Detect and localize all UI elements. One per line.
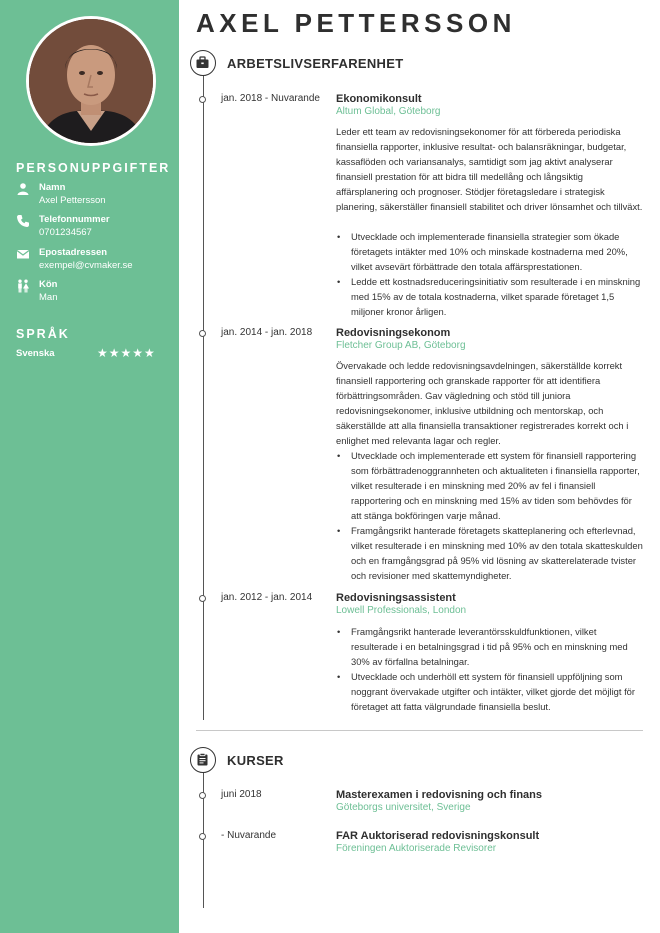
gender-icon bbox=[16, 279, 30, 293]
timeline-dot bbox=[199, 833, 206, 840]
personal-email-value: exempel@cvmaker.se bbox=[39, 260, 133, 271]
job-2-date: jan. 2014 - jan. 2018 bbox=[221, 327, 313, 338]
personal-name-label: Namn bbox=[39, 182, 66, 193]
timeline-dot bbox=[199, 330, 206, 337]
job-1-bullet-2: • Ledde ett kostnadsreduceringsinitiativ som resulterade i en minskning med 15% av de totala kostnaderna, vilket sparade företaget 1,5 miljoner kronor årligen. bbox=[336, 274, 644, 319]
personal-info-heading: PERSONUPPGIFTER bbox=[16, 161, 171, 175]
job-2-description: Övervakade och ledde redovisningsavdelningen, säkerställde korrekt finansiell rapportering och granskade rapporter för att identifiera förbättringsområden. Gav vägledning och stöd till juniora redovisningsekonomer, inklusive utbildning och mentorskap, och säkerställde att alla finansiella transaktioner registrerades korrekt och i enlighet med relevanta lagar och regler. bbox=[336, 360, 629, 446]
languages-heading: SPRÅK bbox=[16, 327, 70, 341]
course-2-title: FAR Auktoriserad redovisningskonsult bbox=[336, 830, 540, 842]
personal-email-label: Epostadressen bbox=[39, 247, 108, 258]
job-2-title: Redovisningsekonom bbox=[336, 327, 451, 339]
sidebar bbox=[0, 0, 179, 933]
timeline-dot bbox=[199, 595, 206, 602]
course-1-date: juni 2018 bbox=[221, 789, 262, 800]
job-3-bullet-2: • Utvecklade och underhöll ett system för finansiell uppföljning som noggrant övervakade utgifter och intäkter, vilket gjorde det möjligt för företaget att fatta välgrundade finansiella beslut. bbox=[336, 669, 644, 714]
envelope-icon bbox=[16, 247, 30, 261]
course-2-institution: Föreningen Auktoriserade Revisorer bbox=[336, 843, 497, 854]
job-1-title: Ekonomikonsult bbox=[336, 93, 422, 105]
language-name: Svenska bbox=[16, 348, 55, 359]
courses-heading: KURSER bbox=[227, 753, 284, 768]
personal-name-value: Axel Pettersson bbox=[39, 195, 106, 206]
candidate-name: AXEL PETTERSSON bbox=[196, 8, 516, 38]
courses-section-icon bbox=[190, 747, 216, 773]
job-1-date: jan. 2018 - Nuvarande bbox=[221, 93, 320, 104]
job-1-company: Altum Global, Göteborg bbox=[336, 106, 441, 117]
job-1-bullet-1: • Utvecklade och implementerade finansiella strategier som ökade företagets intäkter med 10% och minskade kostnaderna med 20%, vilket avsevärt förbättrade den totala affärsprestationen. bbox=[336, 229, 644, 274]
profile-photo bbox=[26, 16, 156, 146]
job-2-achievements bbox=[336, 448, 644, 583]
job-1-description: Leder ett team av redovisningsekonomer för att förbereda periodiska finansiella rapporter, inklusive resultat- och balansräkningar, budgetar, kassaflöden och variansanalys, samtidigt som jag aktivt analyserar finansiell prestation för att bidra till medellång och långsiktig affärsplanering och prognoser. Stödjer företagsledare i strategisk planering, säkerställer finansiell stabilitet och driver lönsamhet och tillväxt. bbox=[336, 126, 643, 212]
timeline-dot bbox=[199, 96, 206, 103]
personal-gender-label: Kön bbox=[39, 279, 58, 290]
job-2-bullet-2: • Framgångsrikt hanterade företagets skatteplanering och efterlevnad, vilket resulterade i en minskning med 10% av den totala skatteskulden och en framgångsgrad på 95% vid lösning av skatterelaterade tvister och revisioner med skattemyndigheter. bbox=[336, 523, 644, 583]
experience-timeline bbox=[203, 70, 204, 720]
personal-phone-value: 0701234567 bbox=[39, 227, 92, 238]
job-1-achievements bbox=[336, 229, 644, 319]
course-1-institution: Göteborgs universitet, Sverige bbox=[336, 802, 471, 813]
language-rating-stars: ★★★★★ bbox=[97, 346, 156, 360]
timeline-dot bbox=[199, 792, 206, 799]
job-3-date: jan. 2012 - jan. 2014 bbox=[221, 592, 313, 603]
course-1-title: Masterexamen i redovisning och finans bbox=[336, 789, 543, 801]
job-3-title: Redovisningsassistent bbox=[336, 592, 456, 604]
personal-phone-label: Telefonnummer bbox=[39, 214, 110, 225]
experience-heading: ARBETSLIVSERFARENHET bbox=[227, 56, 404, 71]
experience-section-icon bbox=[190, 50, 216, 76]
briefcase-icon bbox=[196, 56, 209, 69]
job-3-achievements bbox=[336, 624, 644, 714]
clipboard-icon bbox=[196, 753, 209, 766]
course-2-date: - Nuvarande bbox=[221, 830, 277, 841]
job-3-company: Lowell Professionals, London bbox=[336, 605, 467, 616]
phone-icon bbox=[16, 214, 30, 228]
job-3-bullet-1: • Framgångsrikt hanterade leverantörsskuldfunktionen, vilket resulterade i en betalningsgrad i tid på 95% och en minskning med 30% av förfallna betalningar. bbox=[336, 624, 644, 669]
section-divider bbox=[196, 730, 643, 731]
person-icon bbox=[16, 182, 30, 196]
job-2-company: Fletcher Group AB, Göteborg bbox=[336, 340, 466, 351]
job-2-bullet-1: • Utvecklade och implementerade ett system för finansiell rapportering som förbättradenoggrannheten och aktualiteten i finansiella rapporter, vilket resulterade i en minskning med 20% av fel i finansiell rapportering och en minskning med 15% av tiden som behövdes för att stänga bokföringen varje månad. bbox=[336, 448, 644, 523]
personal-gender-value: Man bbox=[39, 292, 58, 303]
